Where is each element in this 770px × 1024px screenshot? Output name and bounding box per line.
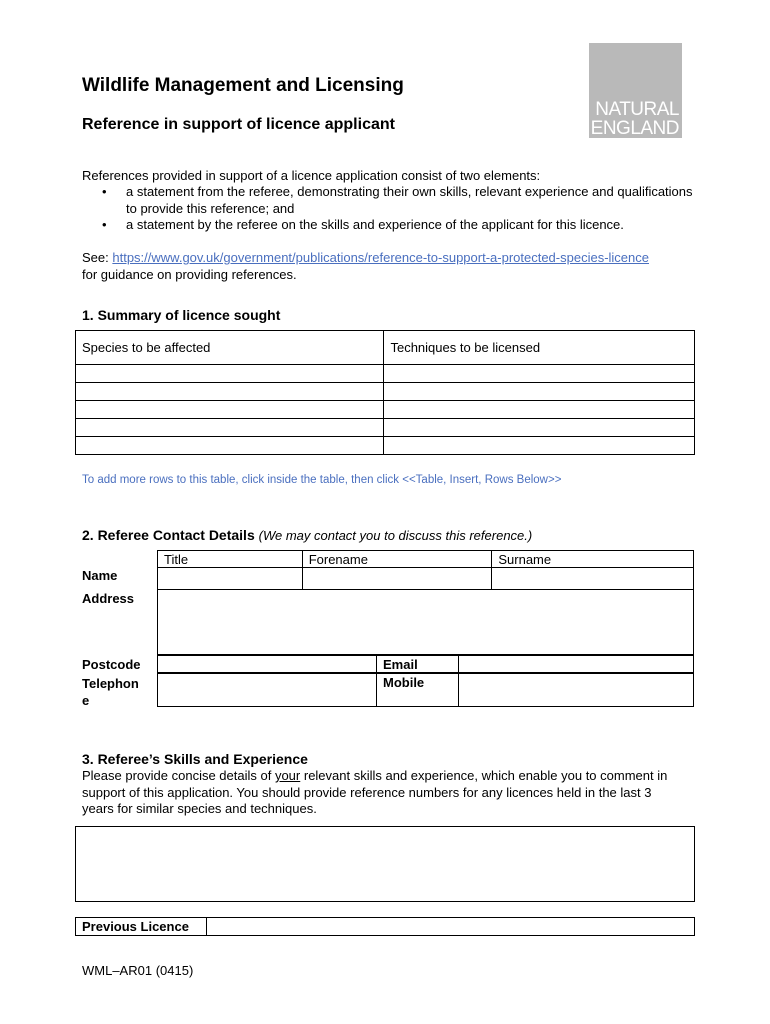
species-cell[interactable]: [76, 419, 384, 437]
techniques-column-header: Techniques to be licensed: [384, 331, 695, 365]
email-input[interactable]: [458, 655, 694, 673]
table-row: [76, 383, 695, 401]
techniques-cell[interactable]: [384, 401, 695, 419]
title-input[interactable]: [158, 568, 303, 590]
table-row: [158, 568, 694, 590]
bullet-text: a statement by the referee on the skills and experience of the applicant for this licence.: [126, 217, 624, 232]
table-row: [76, 437, 695, 455]
telephone-label: [82, 675, 139, 709]
section2-heading: [82, 527, 532, 543]
table-row: [76, 365, 695, 383]
previous-licence-input[interactable]: [206, 917, 695, 936]
page-title: Wildlife Management and Licensing: [82, 75, 404, 96]
title-column-header: Title: [158, 551, 303, 568]
page-subtitle: Reference in support of licence applicant: [82, 116, 395, 133]
section1-heading: 1. Summary of licence sought: [82, 307, 281, 323]
mobile-label-cell: [376, 673, 459, 707]
name-label: Name: [82, 568, 118, 583]
section3-heading: 3. Referee’s Skills and Experience: [82, 751, 308, 767]
surname-column-header: Surname: [492, 551, 694, 568]
guidance-paragraph: [82, 250, 649, 283]
techniques-cell[interactable]: [384, 365, 695, 383]
skills-text-part1: Please provide concise details of: [82, 768, 275, 783]
section2-title: 2. Referee Contact Details: [82, 527, 255, 543]
name-table: [157, 550, 694, 590]
intro-bullet-list: [102, 184, 702, 234]
bullet-text: a statement from the referee, demonstrating their own skills, relevant experience and qualifications to provide this reference; and: [126, 184, 693, 216]
email-label-cell: [376, 655, 459, 673]
telephone-label-line2: e: [82, 693, 90, 708]
table-row: [76, 401, 695, 419]
skills-instructions: [82, 768, 682, 818]
logo-text-line1: NATURAL: [595, 99, 679, 120]
previous-licence-label-cell: [75, 917, 207, 936]
forename-input[interactable]: [302, 568, 492, 590]
techniques-cell[interactable]: [384, 383, 695, 401]
table-hint: To add more rows to this table, click inside the table, then click <<Table, Insert, Rows Below>>: [82, 474, 562, 486]
mobile-input[interactable]: [458, 673, 694, 707]
telephone-input[interactable]: [157, 673, 377, 707]
intro-text: References provided in support of a licence application consist of two elements:: [82, 168, 541, 183]
surname-input[interactable]: [492, 568, 694, 590]
guidance-link[interactable]: https://www.gov.uk/government/publications/reference-to-support-a-protected-species-licence: [112, 250, 649, 265]
table-row: [76, 419, 695, 437]
table-row: [76, 331, 695, 365]
see-prefix: See:: [82, 250, 113, 265]
see-suffix: for guidance on providing references.: [82, 266, 297, 282]
postcode-input[interactable]: [157, 655, 377, 673]
bullet-icon: •: [102, 217, 107, 232]
species-cell[interactable]: [76, 383, 384, 401]
natural-england-logo: [589, 43, 682, 138]
telephone-label-line1: Telephon: [82, 676, 139, 691]
table-row: [158, 551, 694, 568]
species-column-header: Species to be affected: [76, 331, 384, 365]
techniques-cell[interactable]: [384, 419, 695, 437]
species-cell[interactable]: [76, 437, 384, 455]
species-cell[interactable]: [76, 365, 384, 383]
section2-note: (We may contact you to discuss this reference.): [258, 528, 533, 543]
address-input[interactable]: [157, 589, 694, 655]
mobile-label: Mobile: [383, 675, 425, 690]
list-item: [102, 217, 702, 234]
forename-column-header: Forename: [302, 551, 492, 568]
species-cell[interactable]: [76, 401, 384, 419]
list-item: [102, 184, 702, 217]
form-code: WML–AR01 (0415): [82, 963, 194, 978]
previous-licence-label: Previous Licence: [82, 919, 189, 934]
bullet-icon: •: [102, 184, 107, 199]
licence-summary-table: [75, 330, 695, 455]
skills-text-part2: relevant skills and experience, which enable you to comment in support of this application. You should provide reference numbers for any licences held in the last 3 years for similar species and techniques.: [82, 768, 668, 816]
techniques-cell[interactable]: [384, 437, 695, 455]
logo-text-line2: ENGLAND: [590, 118, 679, 139]
postcode-label: Postcode: [82, 657, 141, 672]
address-label: Address: [82, 591, 135, 606]
email-label: Email: [383, 657, 418, 672]
skills-text-underlined: your: [274, 768, 301, 783]
skills-input-box[interactable]: [75, 826, 695, 902]
